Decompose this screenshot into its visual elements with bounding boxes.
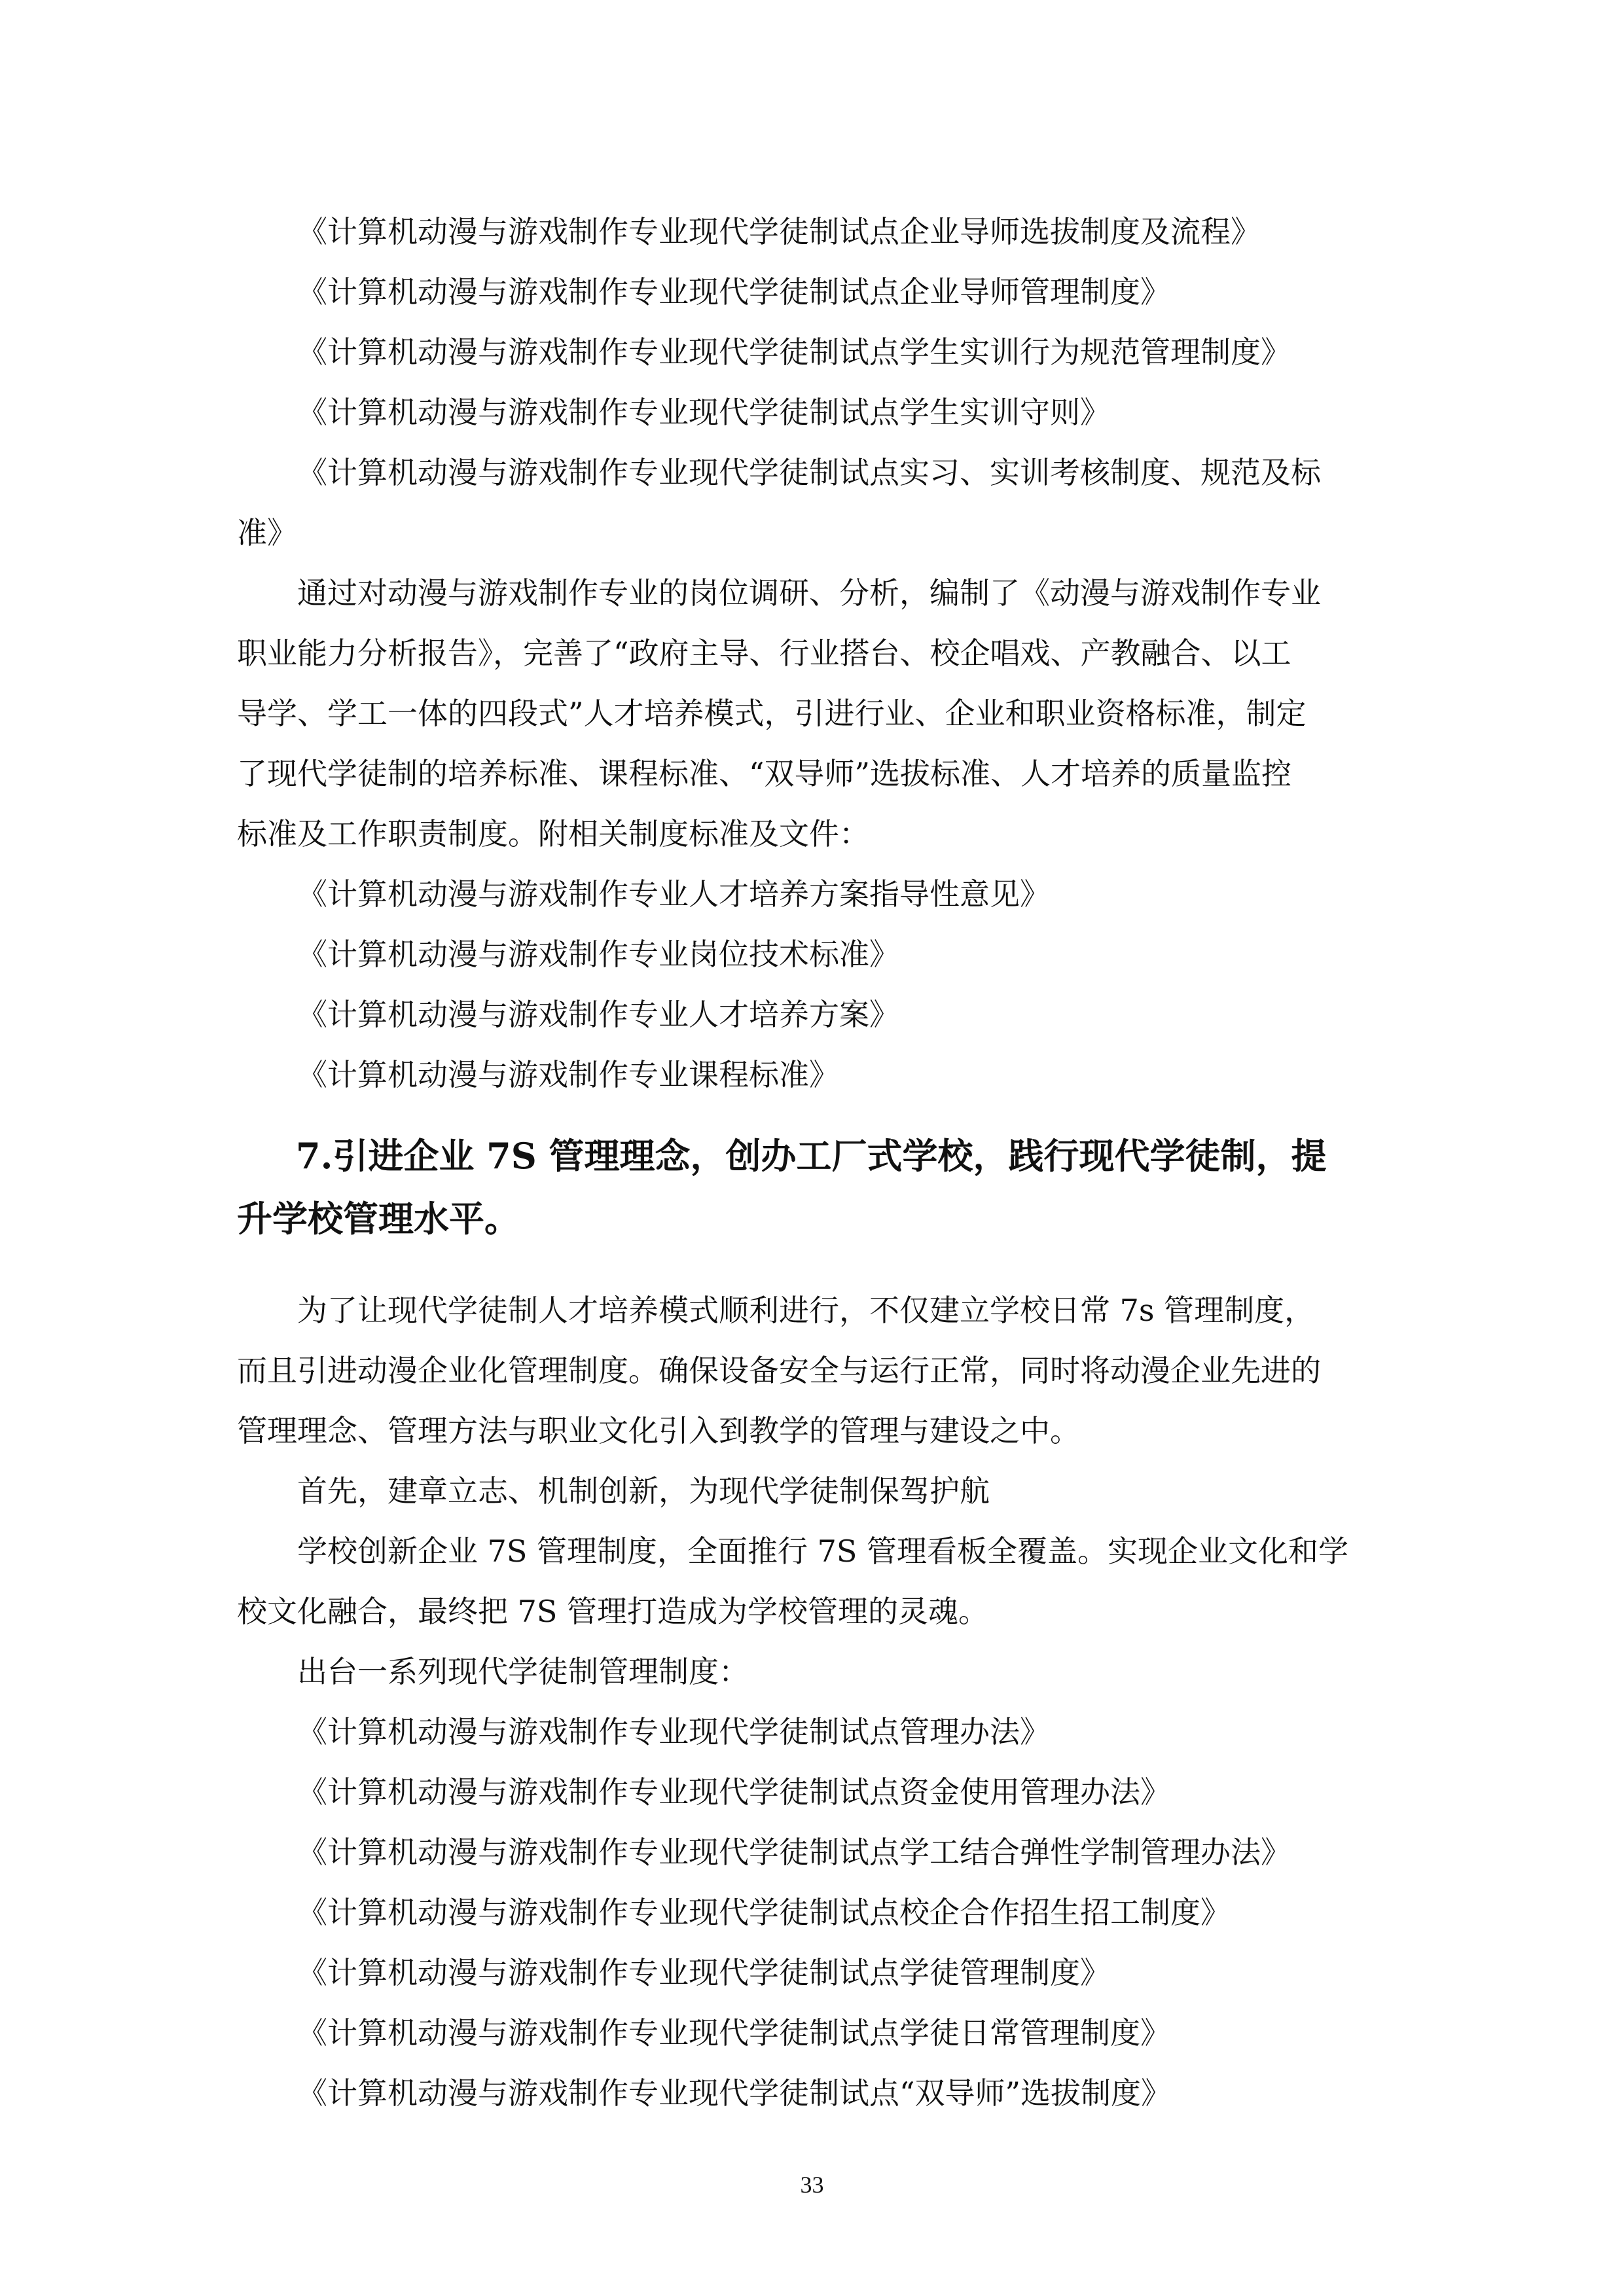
- document-title-line: 《计算机动漫与游戏制作专业人才培养方案》: [297, 997, 899, 1032]
- paragraph-line: 管理理念、管理方法与职业文化引入到教学的管理与建设之中。: [237, 1413, 1080, 1448]
- document-title-line: 《计算机动漫与游戏制作专业现代学徒制试点学生实训守则》: [297, 395, 1110, 430]
- document-title-line: 《计算机动漫与游戏制作专业现代学徒制试点“双导师”选拔制度》: [297, 2075, 1172, 2111]
- document-title-line: 《计算机动漫与游戏制作专业课程标准》: [297, 1057, 839, 1092]
- paragraph-line: 为了让现代学徒制人才培养模式顺利进行，不仅建立学校日常 7s 管理制度，: [297, 1293, 1315, 1328]
- document-title-line: 《计算机动漫与游戏制作专业现代学徒制试点实习、实训考核制度、规范及标: [297, 455, 1321, 490]
- spacer: [237, 1105, 1409, 1124]
- body-paragraph-first: 首先，建章立志、机制创新，为现代学徒制保驾护航: [297, 1473, 990, 1509]
- paragraph-line: 标准及工作职责制度。附相关制度标准及文件：: [237, 816, 869, 852]
- document-list-management: [237, 1702, 1409, 2123]
- body-paragraph-intro-list: 出台一系列现代学徒制管理制度：: [297, 1654, 749, 1689]
- document-title-line: 《计算机动漫与游戏制作专业现代学徒制试点企业导师管理制度》: [297, 274, 1170, 310]
- document-title-line: 《计算机动漫与游戏制作专业现代学徒制试点学徒日常管理制度》: [297, 2015, 1170, 2051]
- document-title-line: 《计算机动漫与游戏制作专业现代学徒制试点校企合作招生招工制度》: [297, 1895, 1231, 1930]
- document-title-line: 《计算机动漫与游戏制作专业人才培养方案指导性意见》: [297, 876, 1050, 912]
- page-number: 33: [800, 2172, 824, 2198]
- document-list-top: [237, 202, 1409, 563]
- document-title-line: 《计算机动漫与游戏制作专业现代学徒制试点学工结合弹性学制管理办法》: [297, 1835, 1291, 1870]
- page-content: [237, 202, 1409, 2123]
- section-heading: [237, 1124, 1409, 1250]
- body-paragraph-management: [237, 1280, 1409, 1461]
- paragraph-line: 职业能力分析报告》，完善了“政府主导、行业搭台、校企唱戏、产教融合、以工: [237, 636, 1291, 671]
- paragraph-line: 导学、学工一体的四段式”人才培养模式，引进行业、企业和职业资格标准，制定: [237, 696, 1307, 731]
- spacer: [237, 1250, 1409, 1280]
- section-heading-line: 7.引进企业 7S 管理理念，创办工厂式学校，践行现代学徒制，提: [296, 1135, 1327, 1177]
- document-title-line: 《计算机动漫与游戏制作专业现代学徒制试点资金使用管理办法》: [297, 1774, 1170, 1810]
- paragraph-line: 而且引进动漫企业化管理制度。确保设备安全与运行正常，同时将动漫企业先进的: [237, 1353, 1321, 1388]
- document-title-line: 《计算机动漫与游戏制作专业现代学徒制试点学徒管理制度》: [297, 1955, 1110, 1990]
- paragraph-line: 学校创新企业 7S 管理制度，全面推行 7S 管理看板全覆盖。实现企业文化和学: [297, 1534, 1349, 1569]
- document-title-line: 《计算机动漫与游戏制作专业现代学徒制试点管理办法》: [297, 1714, 1050, 1749]
- document-title-line: 《计算机动漫与游戏制作专业现代学徒制试点企业导师选拔制度及流程》: [297, 214, 1261, 249]
- document-title-line: 《计算机动漫与游戏制作专业现代学徒制试点学生实训行为规范管理制度》: [297, 334, 1291, 370]
- paragraph-line: 了现代学徒制的培养标准、课程标准、“双导师”选拔标准、人才培养的质量监控: [237, 756, 1292, 791]
- document-title-line: 《计算机动漫与游戏制作专业岗位技术标准》: [297, 937, 899, 972]
- body-paragraph-7s: [237, 1521, 1409, 1641]
- paragraph-line: 通过对动漫与游戏制作专业的岗位调研、分析，编制了《动漫与游戏制作专业: [297, 575, 1321, 611]
- body-paragraph-standards: [237, 563, 1409, 864]
- section-heading-line: 升学校管理水平。: [237, 1198, 520, 1240]
- document-title-continuation: 准》: [237, 515, 297, 550]
- document-list-standards: [237, 864, 1409, 1105]
- paragraph-line: 校文化融合，最终把 7S 管理打造成为学校管理的灵魂。: [237, 1594, 989, 1629]
